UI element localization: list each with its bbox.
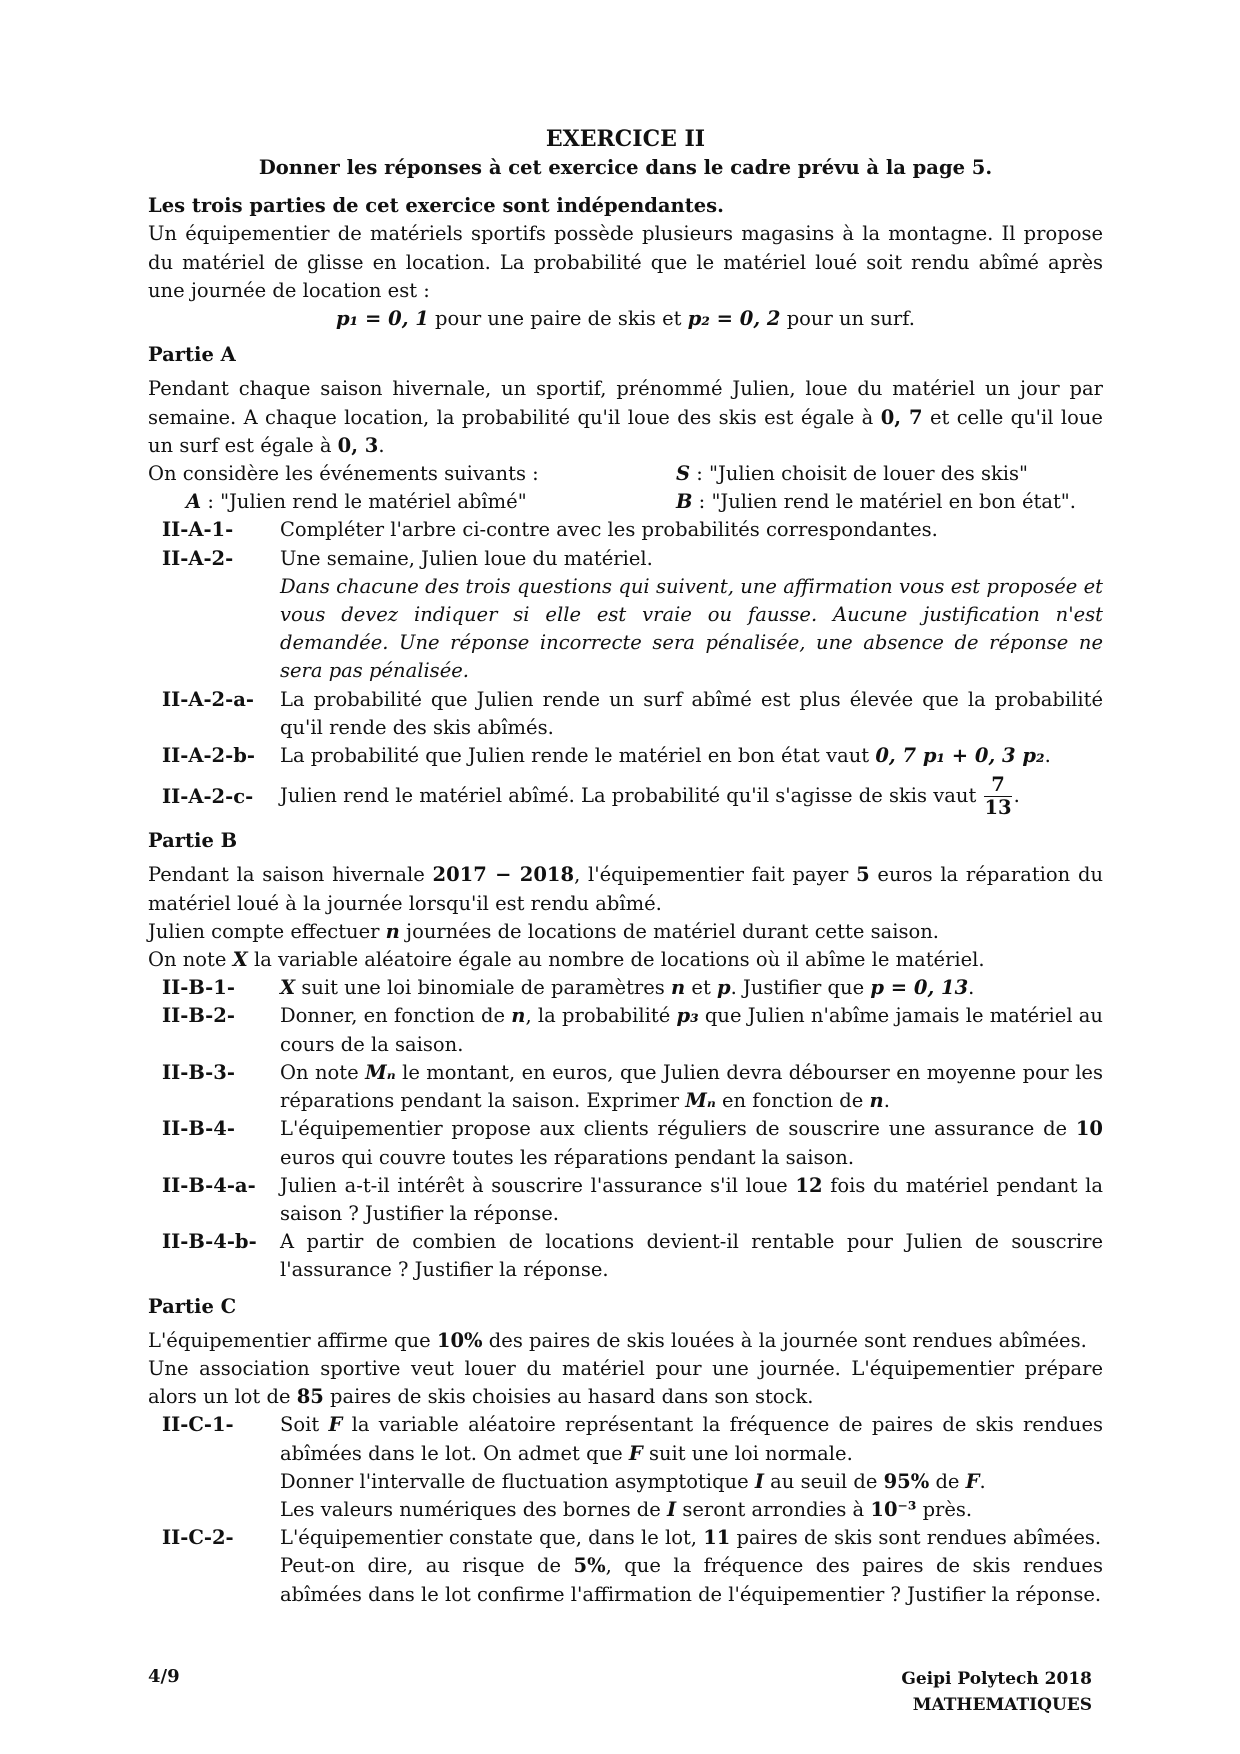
t: et [685,976,717,1000]
var-x: X [232,948,248,972]
t: paires de skis choisies au hasard dans son stock. [323,1385,814,1409]
question-a2a [148,686,1103,742]
season-years: 2017 − 2018 [432,863,575,887]
t: , que la fréquence des paires de skis rendues abîmées dans le lot confirme l'affirmation de l'équipementier ? Justifier la réponse. [280,1554,1103,1606]
var-n: n [385,919,400,943]
m: F [328,1413,343,1437]
t: L'équipementier affirme que [148,1328,437,1352]
m: F [628,1441,643,1465]
question-c2 [148,1524,1103,1609]
t: Une association sportive veut louer du matériel pour une journée. L'équipementier prépare alors un lot de [148,1356,1103,1409]
question-text: Julien rend le matériel abîmé. La probabilité qu'il s'agisse de skis vaut $\frac{7}{13}$ . [280,773,1020,820]
question-text: A partir de combien de locations devient-il rentable pour Julien de souscrire l'assurance ? Justifier la réponse. [280,1230,1103,1282]
question-label: II-B-4-b- [162,1230,257,1254]
part-a-intro [148,375,1103,460]
part-b-text3 [148,946,1103,974]
p1-text: pour une paire de skis et [428,307,688,331]
fraction-denominator: 13 [984,796,1012,820]
part-a-text1: Pendant chaque saison hivernale, un sportif, prénommé Julien, loue du matériel un jour par semaine. A chaque location, la probabilité qu'il loue des skis est égale à [148,377,1103,429]
t: de [929,1469,966,1493]
t: Peut-on dire, au risque de [280,1554,574,1578]
part-a-v1: 0, 7 [880,405,923,429]
question-a2-note: Dans chacune des trois questions qui suivent, une affirmation vous est proposée et vous devez indiquer si elle est vraie ou fausse. Aucune justification n'est demandée. Une réponse incorrecte sera pénalisée, une absence de réponse ne sera pas pénalisée. [280,574,1103,683]
question-label: II-C-1- [162,1413,234,1437]
t: des paires de skis louées à la journée sont rendues abîmées. [482,1328,1087,1352]
t: au seuil de [763,1469,884,1493]
question-text [280,1524,1103,1609]
event-s-text: : "Julien choisit de louer des skis" [690,462,1028,486]
part-b-text2 [148,918,1103,946]
t: Donner, en fonction de [280,1004,512,1028]
question-b4b [148,1228,1103,1284]
question-a2c [148,774,1103,819]
part-a-text2: et celle qu'il loue un surf est égale à [148,405,1103,457]
p2-text: pour un surf. [780,307,915,331]
m: 5% [573,1554,606,1578]
m: p [716,976,731,1000]
c1-line2: Donner l'intervalle de fluctuation asymptotique I au seuil de 95% de F. [280,1469,986,1493]
t: Soit [280,1413,329,1437]
t: Julien compte effectuer [148,919,386,943]
m: X [280,976,296,1000]
event-s [638,460,1103,488]
part-c-text2 [148,1355,1103,1411]
question-a2-text: Une semaine, Julien loue du matériel. [280,546,653,570]
part-c-title: Partie C [148,1294,237,1318]
event-a-text: : "Julien rend le matériel abîmé" [201,490,527,514]
question-label: II-B-1- [162,976,235,1000]
t: Les valeurs numériques des bornes de [280,1497,667,1521]
m: I [754,1469,764,1493]
question-a2b-expr: 0, 7 p₁ + 0, 3 p₂ [875,744,1045,768]
repair-price: 5 [856,863,870,887]
question-text: Compléter l'arbre ci-contre avec les probabilités correspondantes. [280,518,938,542]
t: , l'équipementier fait payer [574,863,857,887]
t: euros qui couvre toutes les réparations pendant la saison. [280,1145,855,1169]
t: la variable aléatoire égale au nombre de locations où il abîme le matériel. [247,948,985,972]
question-label: II-A-2-a- [162,687,254,711]
m: Mₙ [685,1089,716,1113]
question-a2c-text: Julien rend le matériel abîmé. La probabilité qu'il s'agisse de skis vaut [280,784,983,808]
t: suit une loi binomiale de paramètres [295,976,672,1000]
question-b4 [148,1115,1103,1171]
event-a-symbol: A [186,490,202,514]
p2-expr: p₂ = 0, 2 [687,307,781,331]
m: Mₙ [365,1060,396,1084]
c1-line1 [280,1411,1103,1467]
question-b4a [148,1172,1103,1228]
question-label: II-A-1- [162,518,234,542]
question-text [280,1411,1103,1524]
t: On note [280,1060,366,1084]
t: que Julien n'abîme jamais le matériel au cours de la saison. [280,1004,1103,1056]
m: 10% [436,1328,483,1352]
t: le montant, en euros, que Julien devra débourser en moyenne pour les réparations pendant la saison. Exprimer [280,1060,1103,1113]
question-b1 [148,974,1103,1002]
question-text [280,1172,1103,1228]
m: 12 [795,1173,823,1197]
events-intro: On considère les événements suivants : [148,462,539,486]
t: près. [916,1497,973,1521]
event-b-text: : "Julien rend le matériel en bon état". [692,490,1076,514]
m: n [869,1089,884,1113]
question-text: On note Mₙ le montant, en euros, que Julien devra débourser en moyenne pour les réparations pendant la saison. Exprimer Mₙ en fonction de n. [280,1060,1103,1113]
question-a1 [148,516,1103,544]
question-label: II-B-4- [162,1117,235,1141]
events-block [148,460,1103,516]
c2-line1 [280,1524,1103,1552]
t: en fonction de [715,1089,870,1113]
t: Donner l'intervalle de fluctuation asymptotique [280,1469,755,1493]
t: seront arrondies à [676,1497,871,1521]
event-a [148,488,638,516]
question-text [280,1002,1103,1058]
p1-expr: p₁ = 0, 1 [336,307,429,331]
m: 85 [296,1385,324,1409]
independence-note: Les trois parties de cet exercice sont indépendantes. [148,194,724,218]
exercise-page [148,124,1103,1609]
question-a2b-text: La probabilité que Julien rende le matériel en bon état vaut [280,744,876,768]
event-b-symbol: B [676,490,693,514]
probabilities-line [148,305,1103,333]
t: suit une loi normale. [642,1441,853,1465]
m: 95% [883,1469,930,1493]
part-c-text1 [148,1327,1103,1355]
t: paires de skis sont rendues abîmées. [730,1526,1102,1550]
exam-name: Geipi Polytech 2018 [901,1669,1092,1689]
footer-exam-info [901,1666,1092,1718]
question-label: II-A-2-b- [162,744,255,768]
question-label: II-B-4-a- [162,1173,256,1197]
question-text [280,545,1103,686]
t: On note [148,948,233,972]
question-label: II-B-2- [162,1004,235,1028]
question-b2 [148,1002,1103,1058]
page-number: 4/9 [148,1666,180,1687]
part-a-v2: 0, 3 [337,433,379,457]
exercise-title: EXERCICE II [545,126,706,152]
question-a2b [148,742,1103,770]
t: , la probabilité [525,1004,677,1028]
question-label: II-C-2- [162,1526,234,1550]
exercise-subtitle: Donner les réponses à cet exercice dans le cadre prévu à la page 5. [258,156,993,179]
m: n [671,976,686,1000]
m: p₃ [676,1004,699,1028]
m: 10⁻³ [870,1497,917,1521]
event-b [638,488,1103,516]
fraction-7-13 [984,774,1011,819]
part-b-title: Partie B [148,829,238,853]
m: 11 [703,1526,731,1550]
c2-line2 [280,1552,1103,1608]
m: F [965,1469,980,1493]
part-b-text1 [148,861,1103,917]
question-text: La probabilité que Julien rende un surf abîmé est plus élevée que la probabilité qu'il rende des skis abîmés. [280,687,1103,739]
t: Julien a-t-il intérêt à souscrire l'assurance s'il loue [280,1173,796,1197]
t: L'équipementier constate que, dans le lot, [280,1526,704,1550]
fraction-numerator: 7 [984,774,1011,797]
question-text [280,1115,1103,1171]
question-text: X suit une loi binomiale de paramètres n et p. Justifier que p = 0, 13. [280,976,975,1000]
c1-line3 [280,1496,1103,1524]
question-a2 [148,545,1103,686]
t: . Justifier que [730,976,871,1000]
question-b3 [148,1059,1103,1115]
question-label: II-A-2- [162,546,234,570]
event-s-symbol: S [676,462,691,486]
t: journées de locations de matériel durant cette saison. [399,919,939,943]
intro-text: Un équipementier de matériels sportifs possède plusieurs magasins à la montagne. Il propose du matériel de glisse en location. La probabilité que le matériel loué soit rendu abîmé après une journée de location est : [148,222,1103,302]
m: p = 0, 13 [870,976,969,1000]
exam-subject: MATHEMATIQUES [912,1695,1092,1715]
m: I [667,1497,677,1521]
question-label: II-B-3- [162,1060,235,1084]
question-c1 [148,1411,1103,1524]
question-text: La probabilité que Julien rende le matériel en bon état vaut 0, 7 p₁ + 0, 3 p₂. [280,744,1051,768]
part-a-text3: . [378,433,385,457]
t: L'équipementier propose aux clients réguliers de souscrire une assurance de [280,1117,1076,1141]
question-label: II-A-2-c- [162,784,254,808]
t: la variable aléatoire représentant la fréquence de paires de skis rendues abîmées dans le lot. On admet que [280,1413,1103,1465]
t: Pendant la saison hivernale [148,863,433,887]
m: 10 [1075,1117,1103,1141]
m: n [511,1004,526,1028]
t: fois du matériel pendant la saison ? Justifier la réponse. [280,1173,1103,1225]
t: euros la réparation du matériel loué à la journée lorsqu'il est rendu abîmé. [148,863,1104,915]
part-a-title: Partie A [148,343,236,367]
